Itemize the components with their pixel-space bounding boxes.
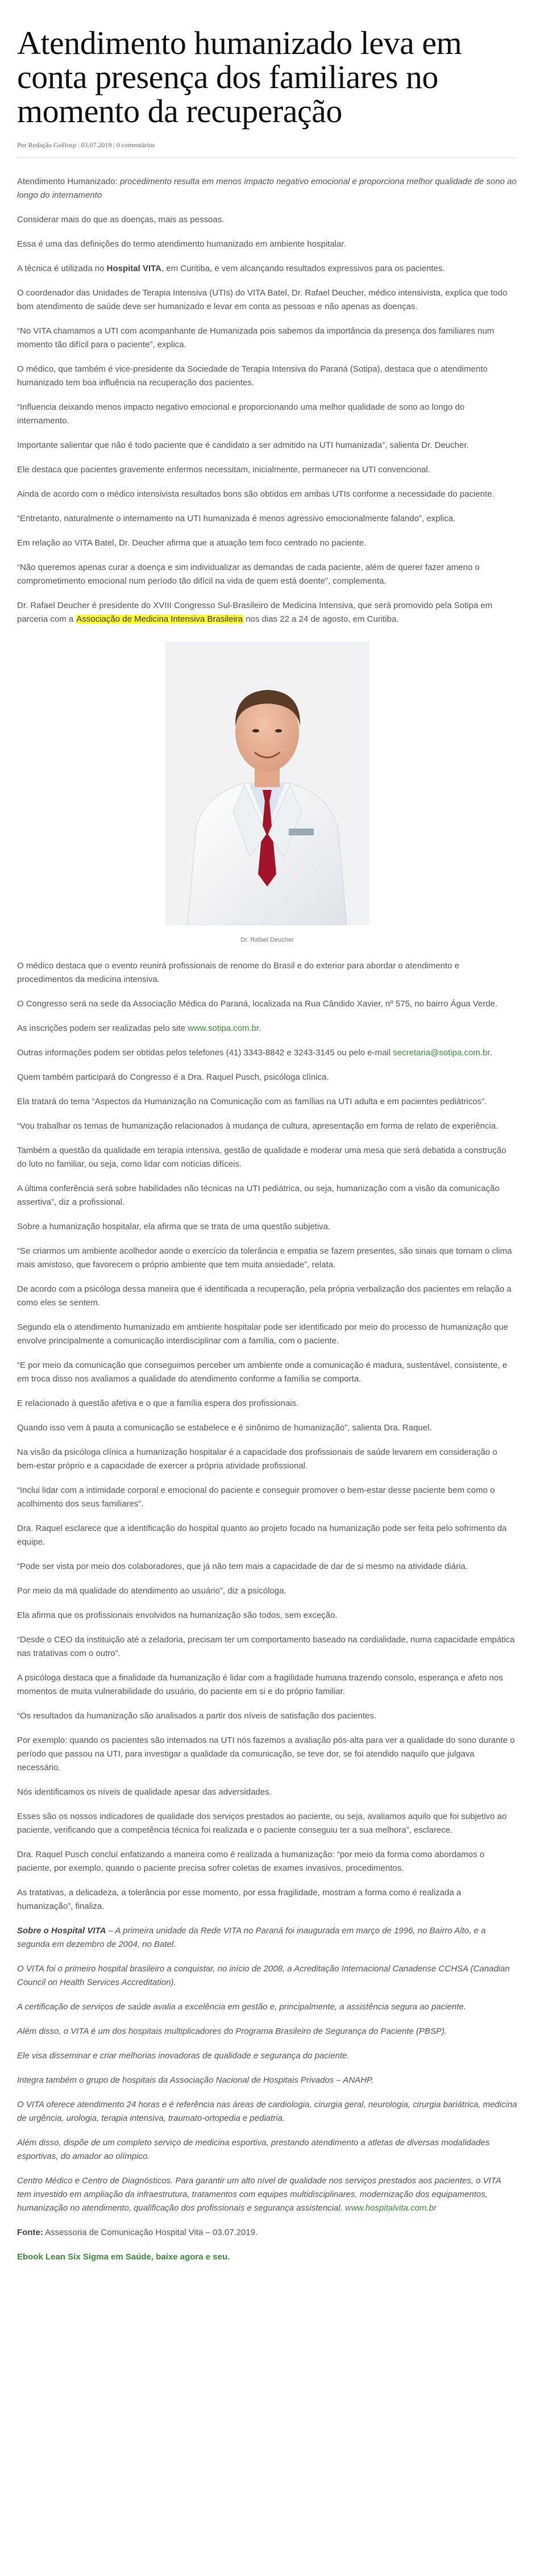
paragraph: “Influencia deixando menos impacto negativo emocional e proporcionando uma melhor qualidade de sono ao longo do internamento. (17, 402, 465, 426)
paragraph: A última conferência será sobre habilidades não técnicas na UTI pediátrica, ou seja, humanização com a visão da comunicação assertiva”, diz a profissional. (17, 1184, 500, 1207)
paragraph: Em relação ao VITA Batel, Dr. Deucher afirma que a atuação tem foco centrado no paciente. (17, 538, 367, 548)
paragraph: Na visão da psicóloga clínica a humanização hospitalar é a capacidade dos profissionais de saúde levarem em consideração o bem-estar próprio e a capacidade de exercer a própria atividade profissional. (17, 1447, 497, 1471)
paragraph: De acordo com a psicóloga dessa maneira que é identificada a recuperação, pela própria verbalização dos pacientes em relação a como eles se sentem. (17, 1284, 512, 1308)
paragraph: As tratativas, a delicadeza, a tolerância por esse momento, por essa fragilidade, mostram a forma como é realizada a humanização”, finaliza. (17, 1888, 462, 1911)
paragraph: Por meio da má qualidade do atendimento ao usuário”, diz a psicóloga. (17, 1586, 286, 1596)
article-title: Atendimento humanizado leva em conta presença dos familiares no momento da recuperação (17, 24, 462, 130)
date: 03.07.2019 (81, 141, 112, 149)
article-meta: Por Redação GoHosp | 03.07.2019 | 0 comentários (17, 141, 517, 158)
paragraph: O Congresso será na sede da Associação Médica do Paraná, localizada na Rua Cândido Xavier, nº 575, no bairro Água Verde. (17, 999, 498, 1009)
paragraph-inscricoes: As inscrições podem ser realizadas pelo site www.sotipa.com.br. (17, 1023, 261, 1033)
paragraph-info: Outras informações podem ser obtidas pelos telefones (41) 3343-8842 e 3243-3145 ou pelo e-mail secretaria@sotipa.com.br. (17, 1048, 492, 1058)
paragraph: Dra. Raquel Pusch concluí enfatizando a maneira como é realizada a humanização: “por meio da forma como abordamos o paciente, por exemplo, quando o paciente precisa sofrer coletas de exames invasivos, procedimentos. (17, 1850, 485, 1873)
article-body (17, 175, 517, 2264)
paragraph: Essa é uma das definições do termo atendimento humanizado em ambiente hospitalar. (17, 239, 346, 249)
paragraph: Sobre a humanização hospitalar, ela afirma que se trata de uma questão subjetiva. (17, 1222, 331, 1231)
sotipa-email-link[interactable]: secretaria@sotipa.com.br (393, 1048, 490, 1058)
paragraph: Dra. Raquel esclarece que a identificação do hospital quanto ao projeto focado na humanização pode ser feita pelo sofrimento da equipe. (17, 1524, 507, 1547)
paragraph: O médico, que também é vice-presidente da Sociedade de Terapia Intensiva do Paraná (Sotipa), destaca que o atendimento humanizado tem boa influência na recuperação dos pacientes. (17, 364, 488, 388)
paragraphs-b (17, 286, 517, 588)
paragraph: O VITA foi o primeiro hospital brasileiro a conquistar, no início de 2008, a Acreditação Internacional Canadense CCHSA (Canadian Council on Health Services Accreditation). (17, 1964, 510, 1987)
paragraph: “Entretanto, naturalmente o internamento na UTI humanizada é menos agressivo emocionalmente falando”, explica. (17, 514, 456, 523)
paragraph: Considerar mais do que as doenças, mais as pessoas. (17, 215, 225, 224)
lead-paragraph: Atendimento Humanizado: procedimento resulta em menos impacto negativo emocional e proporciona melhor qualidade de sono ao longo do internamento (17, 177, 517, 200)
paragraphs-d (17, 1071, 517, 1913)
paragraph: Quando isso vem à pauta a comunicação se estabelece e é sinônimo de humanização”, salienta Dra. Raquel. (17, 1423, 432, 1433)
paragraph: Também a questão da qualidade em terapia intensiva, gestão de qualidade e moderar uma mesa que será debatida a construção do luto no familiar, ou seja, como lidar com notícias difíceis. (17, 1146, 506, 1169)
paragraph: O coordenador das Unidades de Terapia Intensiva (UTIs) do VITA Batel, Dr. Rafael Deucher, médico intensivista, explica que todo bom atendimento de saúde deve ser humanizado e levar em conta as pessoas e não apenas as doenças. (17, 288, 508, 311)
paragraph: “Vou trabalhar os temas de humanização relacionados à mudança de cultura, apresentação em forma de relato de experiência. (17, 1121, 499, 1131)
paragraph: Integra também o grupo de hospitais da Associação Nacional de Hospitais Privados – ANAHP. (17, 2075, 374, 2085)
highlighted-association: Associação de Medicina Intensiva Brasileira (76, 614, 243, 624)
paragraph: “Inclui lidar com a intimidade corporal e emocional do paciente e conseguir promover o bem-estar desse paciente bem como o acolhimento dos seus familiares”. (17, 1485, 495, 1509)
paragraph-tecnica: A técnica é utilizada no Hospital VITA, em Curitiba, e vem alcançando resultados expressivos para os pacientes. (17, 264, 445, 273)
paragraph: E relacionado à questão afetiva e o que a família espera dos profissionais. (17, 1399, 299, 1408)
photo-caption: Dr. Rafael Deucher (240, 937, 294, 943)
paragraph: O médico destaca que o evento reunirá profissionais de renome do Brasil e do exterior para abordar o atendimento e procedimentos da medicina intensiva. (17, 961, 459, 984)
paragraph: A certificação de serviços de saúde avalia a excelência em gestão e, principalmente, a assistência segura ao paciente. (17, 2002, 466, 2012)
about-intro: Sobre o Hospital VITA – A primeira unidade da Rede VITA no Paraná foi inaugurada em março de 1996, no Bairro Alto, e a segunda em dezembro de 2004, no Batel. (17, 1926, 486, 1949)
paragraph: Quem também participará do Congresso é a Dra. Raquel Pusch, psicóloga clínica. (17, 1072, 329, 1082)
paragraph: Esses são os nossos indicadores de qualidade dos serviços prestados ao paciente, ou seja, avaliamos aquilo que foi subjetivo ao paciente, verificando que a competência técnica foi realizada e o paciente conseguiu ter a sua melhora”, esclarece. (17, 1812, 507, 1835)
paragraph: Ela tratará do tema “Aspectos da Humanização na Comunicação com as famílias na UTI adulta e em pacientes pediátricos”. (17, 1097, 487, 1106)
paragraph: “Os resultados da humanização são analisados a partir dos níveis de satisfação dos pacientes. (17, 1711, 377, 1721)
paragraph: “Pode ser vista por meio dos colaboradores, que já não tem mais a capacidade de dar de si mesmo na atividade diária. (17, 1562, 468, 1571)
paragraph-congresso: Dr. Rafael Deucher é presidente do XVIII Congresso Sul-Brasileiro de Medicina Intensiva, que será promovido pela Sotipa em parceria com a Associação de Medicina Intensiva Brasileira nos dias 22 a 24 de agosto, em Curitiba. (17, 601, 493, 624)
paragraph: “No VITA chamamos a UTI com acompanhante de Humanizada pois sabemos da importância da presença dos familiares num momento tão difícil para o paciente”, explica. (17, 326, 495, 349)
hospital-vita-link[interactable]: www.hospitalvita.com.br (345, 2203, 437, 2213)
ebook-paragraph (17, 2250, 517, 2264)
about-paragraphs (17, 1962, 517, 2163)
doctor-photo-figure (17, 641, 517, 947)
paragraph: A psicóloga destaca que a finalidade da humanização é lidar com a fragilidade humana trazendo consolo, esperança e afeto nos momentos de muita vulnerabilidade do usuário, do paciente em si e do próprio familiar. (17, 1673, 503, 1696)
paragraphs-a (17, 213, 517, 251)
article (17, 0, 517, 2275)
sotipa-site-link[interactable]: www.sotipa.com.br (188, 1023, 259, 1033)
paragraph: Além disso, dispõe de um completo serviço de medicina esportiva, prestando atendimento a atletas de diversas modalidades esportivas, do amador ao olímpico. (17, 2138, 490, 2161)
paragraph: Por exemplo: quando os pacientes são internados na UTI nós fazemos a avaliação pós-alta para ver a qualidade do sono durante o período que passou na UTI, para investigar a qualidade da comunicação, se teve dor, se foi atendido naquilo que julgava necessário. (17, 1736, 515, 1772)
paragraph: Ela afirma que os profissionais envolvidos na humanização são todos, sem exceção. (17, 1610, 338, 1620)
paragraph: Ainda de acordo com o médico intensivista resultados bons são obtidos em ambas UTIs conforme a necessidade do paciente. (17, 489, 495, 499)
paragraph: Ele destaca que pacientes gravemente enfermos necessitam, inicialmente, permanecer na UTI convencional. (17, 465, 431, 475)
doctor-photo (165, 641, 369, 925)
ebook-link[interactable]: Ebook Lean Six Sigma em Saúde, baixe agora e seu. (17, 2252, 230, 2262)
paragraph: “E por meio da comunicação que conseguimos perceber um ambiente onde a comunicação é madura, sustentável, consistente, e em troca disso nos avaliamos a qualidade do atendimento conforme a família se comporta. (17, 1360, 508, 1384)
paragraph: Importante salientar que não é todo paciente que é candidato a ser admitido na UTI humanizada”, salienta Dr. Deucher. (17, 440, 469, 450)
paragraph: Além disso, o VITA é um dos hospitais multiplicadores do Programa Brasileiro de Segurança do Paciente (PBSP). (17, 2026, 447, 2036)
paragraph: “Se criarmos um ambiente acolhedor aonde o exercício da tolerância e empatia se fazem presentes, são sinais que tornam o clima mais amistoso, que favorecem o próprio ambiente que tem muita ansiedade”, relata. (17, 1246, 512, 1270)
author[interactable]: Por Redação GoHosp (17, 141, 76, 149)
about-last: Centro Médico e Centro de Diagnósticos. Para garantir um alto nível de qualidade nos serviços prestados aos pacientes, o VITA tem investido em ampliação da infraestrutura, tratamentos com equipes multidisciplinares, modernização dos equipamentos, humanização no atendimento, qualificação dos profissionais e segurança assistencial. www.hospitalvita.com.br (17, 2176, 501, 2213)
paragraph: Nós identificamos os níveis de qualidade apesar das adversidades. (17, 1787, 272, 1797)
paragraph: Ele visa disseminar e criar melhorias inovadoras de qualidade e segurança do paciente. (17, 2051, 350, 2061)
paragraph: Segundo ela o atendimento humanizado em ambiente hospitalar pode ser identificado por meio do processo de humanização que envolve principalmente a comunicação interdisciplinar com a família, com o paciente. (17, 1322, 508, 1346)
paragraphs-c (17, 959, 517, 1011)
source-line: Fonte: Assessoria de Comunicação Hospital Vita – 03.07.2019. (17, 2228, 258, 2237)
paragraph: O VITA oferece atendimento 24 horas e é referência nas áreas de cardiologia, cirurgia geral, neurologia, cirurgia bariátrica, medicina de urgência, urologia, terapia intensiva, traumato-ortopedia e pediatria. (17, 2100, 517, 2123)
comments-link[interactable]: 0 comentários (116, 141, 155, 149)
paragraph: “Desde o CEO da instituição até a zeladoria, precisam ter um comportamento baseado na cordialidade, numa capacidade empática nas tratativas com o outro”. (17, 1635, 515, 1658)
paragraph: “Não queremos apenas curar a doença e sim individualizar as demandas de cada paciente, além de querer fazer ameno o comprometimento emocional num período tão difícil na vida de quem está doente”, complementa. (17, 563, 480, 586)
